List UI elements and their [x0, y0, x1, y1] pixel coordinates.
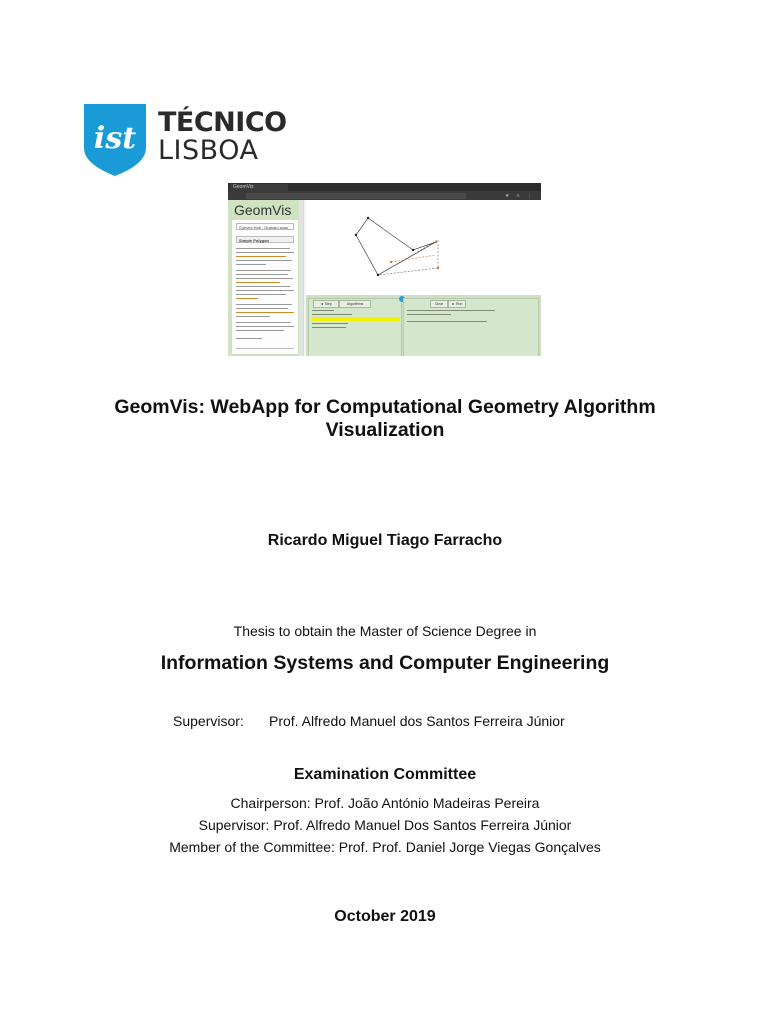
browser-tab: GeomVis [230, 184, 288, 191]
committee-chairperson: Chairperson: Prof. João António Madeiras Pereira [230, 795, 540, 811]
description-line [236, 252, 294, 253]
description-line [236, 264, 266, 265]
explanation-line [407, 314, 451, 315]
control-area [306, 295, 541, 356]
step-button: ◄ Step [313, 300, 339, 308]
clear-button: Clear [430, 300, 448, 308]
browser-tab-bar [228, 183, 541, 191]
explanation-line [407, 310, 495, 311]
committee-member: Member of the Committee: Prof. Prof. Daniel Jorge Viegas Gonçalves [169, 839, 601, 855]
committee-supervisor: Supervisor: Prof. Alfredo Manuel Dos Santos Ferreira Júnior [198, 817, 572, 833]
description-line [236, 256, 286, 257]
app-screenshot-figure [228, 183, 541, 356]
code-line [312, 323, 348, 324]
institution-logo [84, 104, 287, 178]
polygon-drawing [306, 200, 541, 295]
code-line [312, 310, 334, 311]
svg-text:ist: ist [93, 121, 137, 156]
description-line [236, 316, 270, 317]
committee-heading: Examination Committee [293, 766, 477, 783]
description-line [236, 248, 290, 249]
description-line [236, 294, 286, 295]
degree-intro: Thesis to obtain the Master of Science Degree in [233, 623, 537, 639]
explanation-line [407, 321, 487, 322]
algorithms-button: Algorithms [339, 300, 371, 308]
highlighted-code-line [312, 317, 400, 321]
ist-shield-icon [84, 104, 146, 176]
logo-text-lisboa: LISBOA [158, 135, 259, 166]
description-line [236, 282, 280, 283]
sidebar-panel [232, 220, 298, 354]
sidebar-scrollbar [299, 200, 303, 356]
mode-select: Simple Polygon [236, 236, 294, 243]
description-line [236, 338, 262, 339]
app-title: GeomVis [234, 202, 292, 218]
degree-name: Information Systems and Computer Engineering [160, 652, 610, 674]
algorithm-select: Convex Hull · Graham scan [236, 223, 294, 230]
description-line [236, 286, 290, 287]
description-line [236, 304, 292, 305]
drawing-canvas [306, 200, 541, 295]
description-line [236, 330, 284, 331]
description-line [236, 308, 288, 309]
description-line [236, 326, 294, 327]
description-line [236, 274, 288, 275]
pseudocode-panel [308, 298, 402, 356]
browser-url-bar [228, 191, 541, 200]
thesis-title-line-1: GeomVis: WebApp for Computational Geometry Algorithm [114, 396, 656, 418]
description-line [236, 278, 293, 279]
supervisor-name: Prof. Alfredo Manuel dos Santos Ferreira Júnior [269, 713, 565, 729]
browser-toolbar-icons: ★ ≡ ⋮ [504, 193, 535, 199]
description-line [236, 348, 294, 349]
description-line [236, 298, 258, 299]
run-button: ► Run [448, 300, 466, 308]
code-line [312, 327, 346, 328]
supervisor-row [173, 713, 565, 729]
code-line [312, 314, 352, 315]
explanation-panel [403, 298, 539, 356]
description-line [236, 290, 294, 291]
thesis-title [0, 396, 770, 442]
description-line [236, 312, 294, 313]
thesis-title-line-2: Visualization [325, 419, 445, 441]
supervisor-label: Supervisor: [173, 713, 244, 729]
logo-text-tecnico: TÉCNICO [158, 107, 287, 138]
author-name: Ricardo Miguel Tiago Farracho [267, 532, 503, 549]
url-field [246, 193, 466, 199]
description-line [236, 322, 291, 323]
description-line [236, 270, 291, 271]
description-line [236, 260, 292, 261]
submission-date: October 2019 [334, 908, 436, 925]
